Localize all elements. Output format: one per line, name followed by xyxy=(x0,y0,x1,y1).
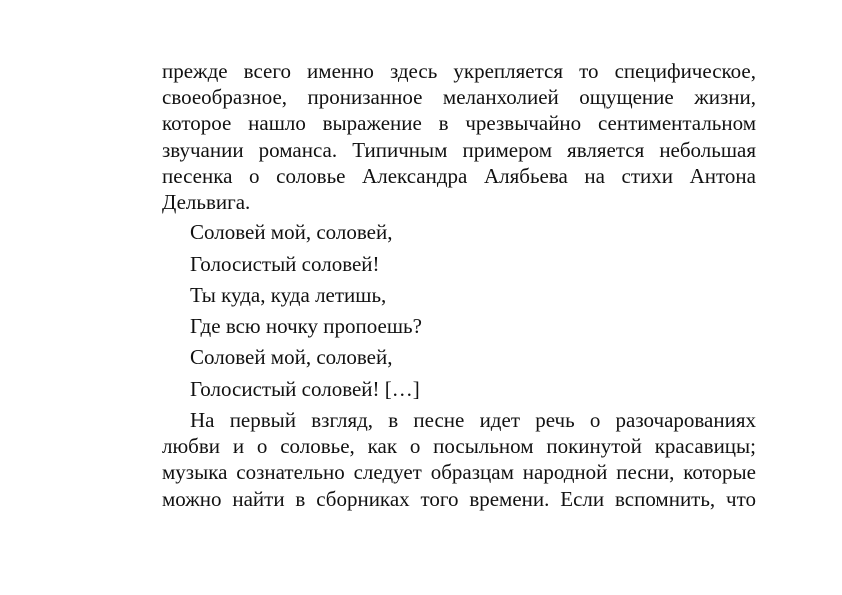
paragraph-intro xyxy=(162,58,756,215)
verse-line: Соловей мой, соловей, xyxy=(190,345,393,370)
text-line: которое нашло выражение в чрезвычайно сентиментальном xyxy=(162,111,756,136)
paragraph-analysis xyxy=(162,407,756,512)
text-line: звучании романса. Типичным примером является небольшая xyxy=(162,137,756,162)
poem-verses xyxy=(162,217,756,405)
text-line: прежде всего именно здесь укрепляется то специфическое, xyxy=(162,59,756,83)
verse-line: Голосистый соловей! […] xyxy=(190,376,420,401)
body-text xyxy=(162,58,756,512)
text-line: любви и о соловье, как о посыльном покинутой красавицы; xyxy=(162,434,756,459)
text-line: песенка о соловье Александра Алябьева на стихи Антона xyxy=(162,163,756,188)
text-line: можно найти в сборниках того времени. Если вспомнить, что xyxy=(162,486,756,511)
text-line: Дельвига. xyxy=(162,190,251,215)
text-line: музыка сознательно следует образцам народной песни, которые xyxy=(162,460,756,485)
verse-line: Соловей мой, соловей, xyxy=(190,220,393,245)
text-line: своеобразное, пронизанное меланхолией ощущение жизни, xyxy=(162,85,756,110)
verse-line: Голосистый соловей! xyxy=(190,251,380,276)
verse-line: Где всю ночку пропоешь? xyxy=(190,314,422,339)
verse-line: Ты куда, куда летишь, xyxy=(190,282,387,307)
text-line: На первый взгляд, в песне идет речь о разочарованиях xyxy=(190,408,756,432)
